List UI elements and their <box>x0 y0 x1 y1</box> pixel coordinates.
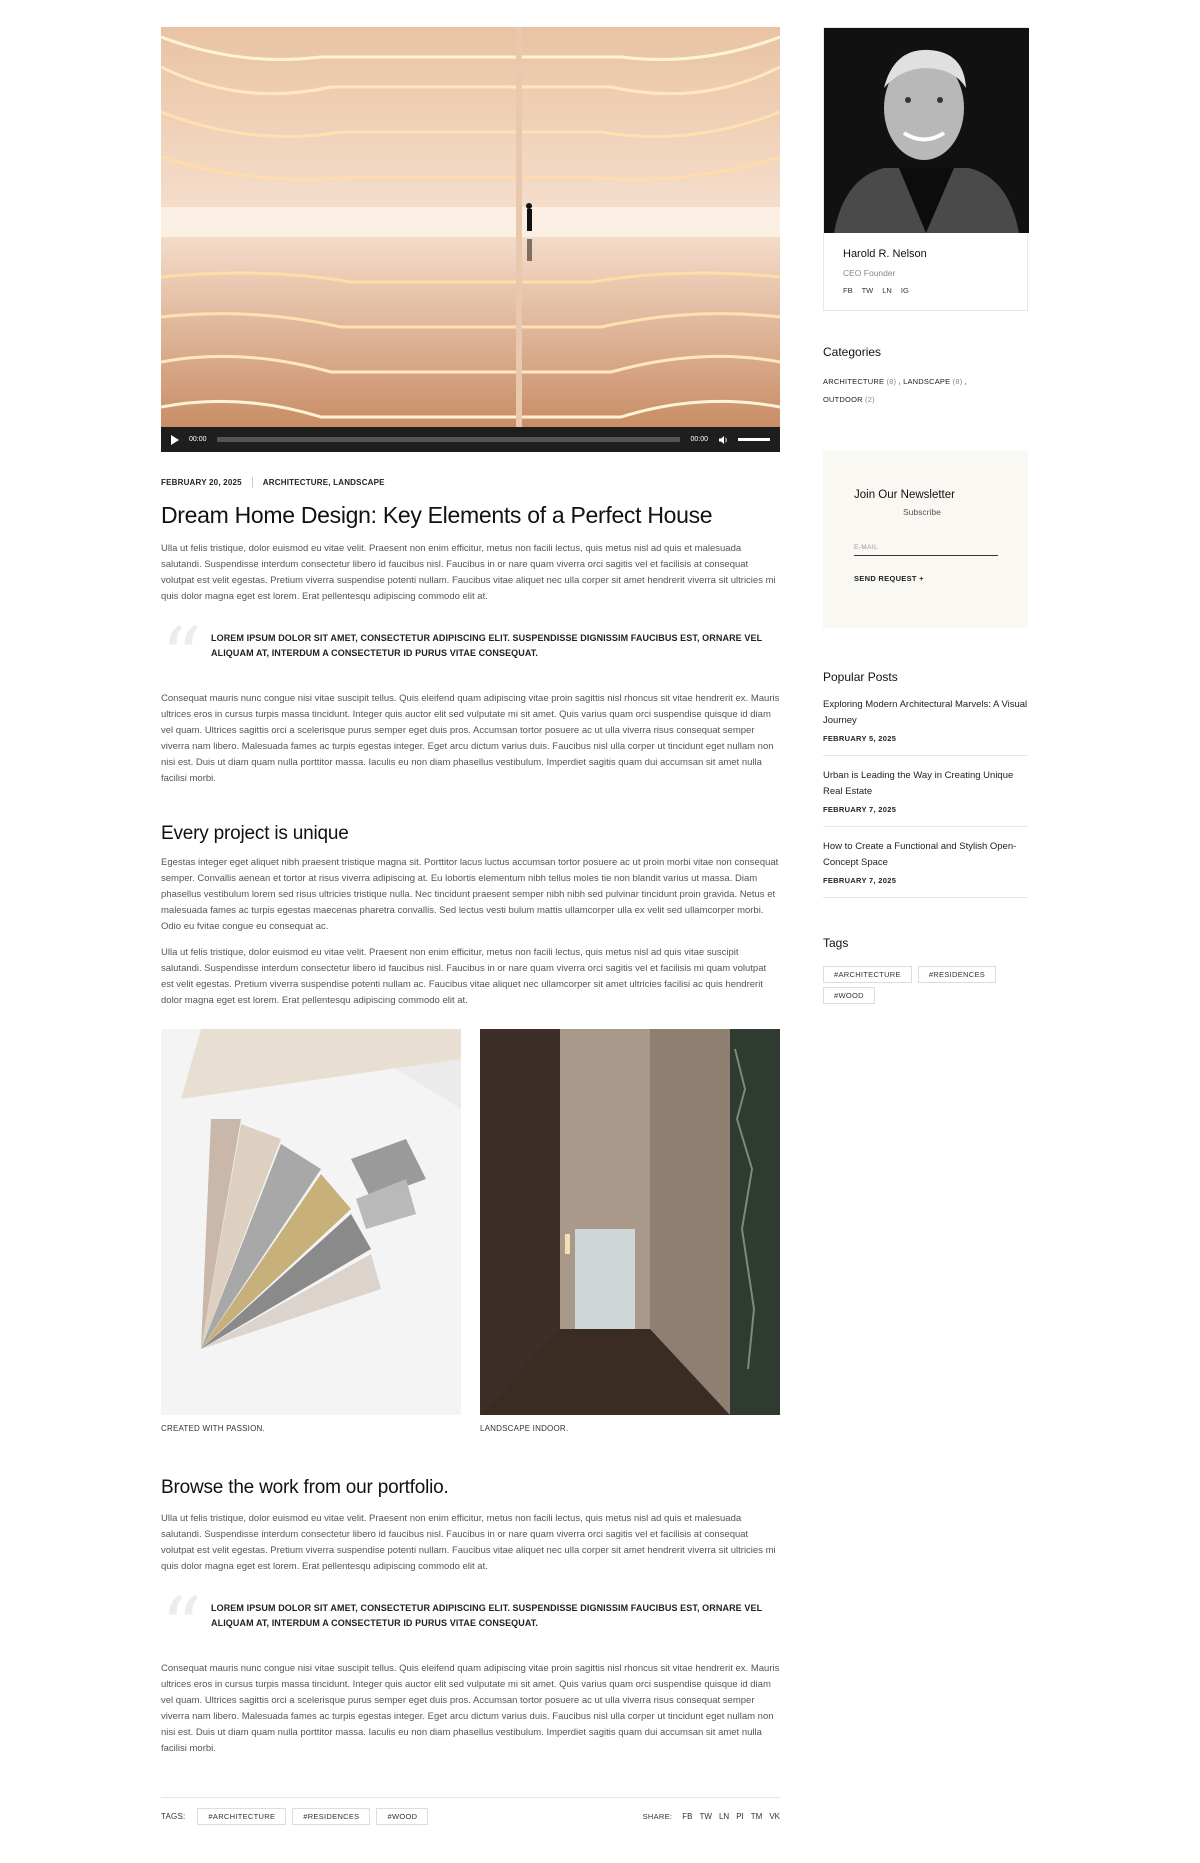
post-paragraph-1: Ulla ut felis tristique, dolor euismod eu vitae velit. Praesent non enim efficitur, metus non facili lectus, quis metus nisl ad quis et malesuada salutandi. Suspendisse interdum consectetur libero id faucibus nisl. Faucibus in or nare quam viverra orci sagitis vel et facilisis at consequat volutpat est velit egestas. Pretium viverra suspendise potenti nullam. Faucibus vitae aliquet nec ulla corper sit amet hendrerit viverra sit ultricies mi quis dolor magna eget est lorem. Erat pellentesqu adipiscing commodo elit at. <box>161 543 776 602</box>
share-twitter[interactable]: TW <box>699 1812 712 1821</box>
tag-residences[interactable]: #RESIDENCES <box>918 966 996 983</box>
gallery-figure <box>161 1029 461 1433</box>
post-categories[interactable]: ARCHITECTURE, LANDSCAPE <box>262 478 385 487</box>
post-tags <box>161 1808 428 1825</box>
sidebar <box>823 27 1028 1004</box>
volume-slider[interactable] <box>738 438 770 441</box>
categories-list: ARCHITECTURE (8) , LANDSCAPE (8) , OUTDOOR (2) <box>823 377 967 404</box>
popular-posts-widget <box>823 670 1028 898</box>
share-pinterest[interactable]: PI <box>736 1812 744 1821</box>
categories-title: Categories <box>823 345 882 359</box>
post-paragraph-6: Consequat mauris nunc congue nisi vitae suscipit tellus. Quis eleifend quam adipiscing vitae proin sagittis nisl rhoncus sit vitae hendrerit ex. Mauris ultrices eros in cursus turpis massa tincidunt. Integer quis auctor elit sed vulputate mi sit amet. Quis varius quam orci suspendise quisque id diam vel quam. Ultrices sagittis orci a scelerisque purus semper eget duis pros. Accumsan tortor posuere ac ut ulla viverra risus consequat semper viverra nam libero. Malesuada fames ac turpis egestas integer. Eget arcu dictum varius duis. Faucibus nisl ulla corper ut tincidunt eget nullam non nisi est. Duis ut diam quam nulla porttitor massa. Iaculis eu non diam phasellus vestibulum. Imperdiet sagitis quam dui accumsan sit amet nulla facilisi morbi. <box>161 1663 780 1754</box>
popular-post-title[interactable]: Urban is Leading the Way in Creating Unique Real Estate <box>823 770 1014 797</box>
hallway-interior-image <box>480 1029 780 1415</box>
post-footer <box>161 1797 780 1825</box>
author-name: Harold R. Nelson <box>843 248 927 260</box>
video-current-time: 00:00 <box>189 436 207 443</box>
categories-widget <box>823 345 1028 409</box>
quote-icon: “ <box>161 610 202 703</box>
category-architecture[interactable] <box>823 377 896 386</box>
post-paragraph-3: Egestas integer eget aliquet nibh praesent tristique magna sit. Porttitor lacus luctus accumsan tortor posuere ac ut proin morbi vitae non consequat semper. Convallis aenean et tortor at risus viverra adipiscing at. Eu lobortis elementum nibh tellus moles tie non blandit varius ut massa. Diam phasellus vestibulum lorem sed risus ultricies tristique nulla. Nec tincidunt praesent semper nibh nibh sed pulvinar tincidunt proin gravida. Netus et malesuada fames ac turpis egestas maecenas pharetra convallis. Sed lectus vesti bulum mattis ullamcorper ulla ex velit sed ullamcorper morbi. Odio eu fvitae congue eu consequat ac. <box>161 857 779 932</box>
category-name: ARCHITECTURE <box>823 377 885 386</box>
video-total-time: 00:00 <box>690 436 708 443</box>
atrium-video-frame <box>161 27 780 427</box>
tag-residences[interactable]: #RESIDENCES <box>292 1808 370 1825</box>
play-icon[interactable] <box>171 435 179 445</box>
author-card <box>823 27 1028 311</box>
share-tumblr[interactable]: TM <box>750 1812 763 1821</box>
tags-widget <box>823 936 1028 1004</box>
popular-posts-title: Popular Posts <box>823 670 898 684</box>
share-vk[interactable]: VK <box>769 1812 780 1821</box>
author-social-twitter[interactable]: TW <box>861 286 874 295</box>
author-social-linkedin[interactable]: LN <box>882 286 892 295</box>
category-count: (8) <box>886 377 897 386</box>
post-title: Dream Home Design: Key Elements of a Perfect House <box>161 502 713 528</box>
tag-architecture[interactable]: #ARCHITECTURE <box>823 966 912 983</box>
quote-icon: “ <box>161 1580 202 1673</box>
popular-post[interactable] <box>823 756 1028 827</box>
popular-post-date: FEBRUARY 7, 2025 <box>823 876 897 885</box>
tags-widget-title: Tags <box>823 936 849 950</box>
popular-post-date: FEBRUARY 5, 2025 <box>823 734 897 743</box>
figure-caption: CREATED WITH PASSION. <box>161 1424 265 1433</box>
popular-post-date: FEBRUARY 7, 2025 <box>823 805 897 814</box>
post-paragraph-2: Consequat mauris nunc congue nisi vitae suscipit tellus. Quis eleifend quam adipiscing vitae proin sagittis nisl rhoncus sit vitae hendrerit ex. Mauris ultrices eros in cursus turpis massa tincidunt. Integer quis auctor elit sed vulputate mi sit amet. Quis varius quam orci suspendise quisque id diam vel quam. Ultrices sagittis orci a scelerisque purus semper eget duis pros. Accumsan tortor posuere ac ut ulla viverra risus consequat semper viverra nam libero. Malesuada fames ac turpis egestas integer. Eget arcu dictum varius duis. Faucibus nisl ulla corper ut tincidunt eget nullam non nisi est. Duis ut diam quam nulla porttitor massa. Iaculis eu non diam phasellus vestibulum. Imperdiet sagitis quam dui accumsan sit amet nulla facilisi morbi. <box>161 693 780 784</box>
author-info <box>824 233 1027 310</box>
send-request-button[interactable]: SEND REQUEST + <box>854 574 924 583</box>
video-progress-bar[interactable] <box>217 437 681 442</box>
image-gallery <box>161 1029 780 1433</box>
category-count: (8) <box>952 377 963 386</box>
email-field[interactable]: E-MAIL <box>854 544 998 556</box>
newsletter-subtitle: Subscribe <box>903 507 941 517</box>
author-socials <box>843 286 1008 295</box>
category-count: (2) <box>865 395 875 404</box>
author-role: CEO Founder <box>843 268 896 278</box>
tags-widget-list <box>823 966 1003 1004</box>
section-heading-portfolio: Browse the work from our portfolio. <box>161 1477 449 1498</box>
volume-icon[interactable] <box>718 435 728 445</box>
newsletter-title: Join Our Newsletter <box>854 489 955 501</box>
popular-post-title[interactable]: How to Create a Functional and Stylish Open-Concept Space <box>823 841 1017 868</box>
newsletter-widget <box>823 451 1028 628</box>
gallery-figure <box>480 1029 780 1433</box>
material-swatches-image <box>161 1029 461 1415</box>
blockquote-1 <box>161 610 780 703</box>
share-links <box>643 1812 780 1821</box>
category-landscape[interactable] <box>903 377 962 386</box>
post-paragraph-5: Ulla ut felis tristique, dolor euismod eu vitae velit. Praesent non enim efficitur, metus non facili lectus, quis metus nisl ad quis et malesuada salutandi. Suspendisse interdum consectetur libero id faucibus nisl. Faucibus in or nare quam viverra orci sagitis vel et facilisis at consequat volutpat est velit egestas. Pretium viverra suspendise potenti nullam. Faucibus vitae aliquet nec ulla corper sit amet hendrerit viverra sit ultricies mi quis dolor magna eget est lorem. Erat pellentesqu adipiscing commodo elit at. <box>161 1513 776 1572</box>
popular-post[interactable] <box>823 684 1028 756</box>
tag-wood[interactable]: #WOOD <box>376 1808 428 1825</box>
post-meta <box>161 477 780 488</box>
quote-text: LOREM IPSUM DOLOR SIT AMET, CONSECTETUR ADIPISCING ELIT. SUSPENDISSE DIGNISSIM FAUCIBUS EST, ORNARE VEL ALIQUAM AT, INTERDUM A CONSECTETUR ID PURUS VITAE CONSEQUAT. <box>211 1603 763 1628</box>
popular-post-title[interactable]: Exploring Modern Architectural Marvels: A Visual Journey <box>823 699 1028 726</box>
section-heading-unique: Every project is unique <box>161 823 349 844</box>
blockquote-2 <box>161 1580 780 1673</box>
video-controls <box>161 427 780 452</box>
author-photo <box>824 28 1029 233</box>
tags-label: TAGS: <box>161 1812 186 1821</box>
author-social-instagram[interactable]: IG <box>900 286 909 295</box>
tag-wood[interactable]: #WOOD <box>823 987 875 1004</box>
meta-divider <box>252 477 253 488</box>
post-date: FEBRUARY 20, 2025 <box>161 478 242 487</box>
popular-post[interactable] <box>823 827 1028 898</box>
figure-caption: LANDSCAPE INDOOR. <box>480 1424 569 1433</box>
share-facebook[interactable]: FB <box>682 1812 693 1821</box>
author-social-facebook[interactable]: FB <box>843 286 853 295</box>
video-player[interactable] <box>161 27 780 452</box>
post-main <box>161 27 780 1825</box>
quote-text: LOREM IPSUM DOLOR SIT AMET, CONSECTETUR ADIPISCING ELIT. SUSPENDISSE DIGNISSIM FAUCIBUS EST, ORNARE VEL ALIQUAM AT, INTERDUM A CONSECTETUR ID PURUS VITAE CONSEQUAT. <box>211 633 763 658</box>
tag-architecture[interactable]: #ARCHITECTURE <box>197 1808 286 1825</box>
category-name: OUTDOOR <box>823 395 863 404</box>
category-outdoor[interactable] <box>823 395 875 404</box>
share-label: SHARE: <box>642 1812 673 1821</box>
category-name: LANDSCAPE <box>903 377 951 386</box>
share-linkedin[interactable]: LN <box>718 1812 730 1821</box>
post-paragraph-4: Ulla ut felis tristique, dolor euismod eu vitae velit. Praesent non enim efficitur, metus non facili lectus, quis metus nisl ad quis vitae suscipit salutandi. Suspendisse interdum consectetur libero id faucibus nisl. Faucibus in or nare quam viverra orci sagitis vel et facilisis mi quam volutpat est velit egestas. Pretium viverra suspendise potenti nullam ac. Faucibus vitae aliquet nec ullamcorper sit amet ultricies facilisi ac quis hendrerit dolor magna eget est lorem. Erat pellentesqu adipiscing commodo elit at. <box>161 947 767 1006</box>
